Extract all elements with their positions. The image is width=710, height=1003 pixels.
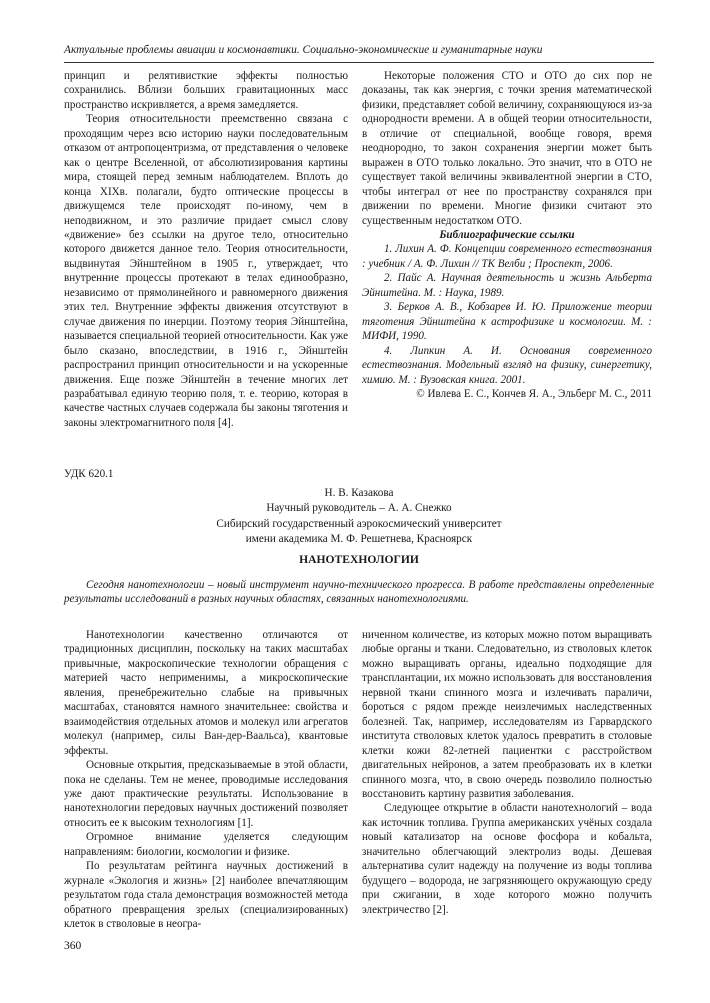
paragraph: Теория относительности преемственно связана с проходящим через всю историю науки последовательным отказом от антропоцентризма, от представления о человеке как о центре Вселенной, от абсолютизирования картины мира, стоящей перед земным наблюдателем. Вплоть до конца XIXв. полагали, будто оптические процессы в движущемся теле происходят по-иному, чем в неподвижном, и это различие придает смысл слову «движение» без ссылки на другое тело, относительно которого движется данное тело. Теория относительности, выдвинутая Эйнштейном в 1905 г., утверждает, что внутренние процессы протекают в телах единообразно, независимо от прямолинейного и равномерного движения этих тел. Внутренние эффекты движения отсутствуют в случае движения по инерции. Поэтому теория Эйнштейна, называется специальной теорией относительности. Как уже было сказано, впоследствии, в 1916 г., Эйнштейн распространил принцип относительности и на ускоренные движения. Еще позже Эйнштейн в течение многих лет разрабатывал единую теорию поля, т. е. теорию, которая в качестве частных случаев содержала бы законы тяготения и законы электромагнитного поля [4]. xyxy=(64,113,348,429)
abstract: Сегодня нанотехнологии – новый инструмент научно-технического прогресса. В работе представлены определенные результаты исследований в разных научных областях, связанных нанотехнологиями. xyxy=(64,579,654,606)
prev-article-left-column xyxy=(64,69,348,430)
paragraph: Некоторые положения СТО и ОТО до сих пор не доказаны, так как энергия, с точки зрения математической физики, представляет собой величину, сохраняющуюся из-за однородности времени. А в общей теории относительности, в отличие от специальной, вообще говоря, время неоднородно, то закон сохранения энергии может быть выражен в ОТО только локально. Это значит, что в ОТО не существует такой величины эквивалентной энергии в СТО, чтобы интеграл от нее по пространству сохранялся при движении по времени. Многие физики считают это существенным недостатком ОТО. xyxy=(362,70,652,227)
page-number: 360 xyxy=(64,940,82,952)
author-name: Н. В. Казакова xyxy=(324,487,394,499)
copyright-line: © Ивлева Е. С., Кончев Я. А., Эльберг М. С., 2011 xyxy=(416,387,652,400)
running-header: Актуальные проблемы авиации и космонавтики. Социально-экономические и гуманитарные науки xyxy=(64,44,543,56)
article-left-column xyxy=(64,628,348,932)
paragraph: принцип и релятивисткие эффекты полностью сохранились. Вблизи больших гравитационных масс пространство искривляется, а время замедляется. xyxy=(64,70,348,111)
author-block xyxy=(64,486,654,547)
references-title: Библиографические ссылки xyxy=(439,228,575,241)
reference-item: 4. Липкин А. И. Основания современного естествознания. Модельный взгляд на физику, синергетику, химию. М. : Вузовская книга. 2001. xyxy=(362,344,652,386)
reference-item: 1. Лихин А. Ф. Концепции современного естествознания : учебник / А. Ф. Лихин // ТК Велби ; Проспект, 2006. xyxy=(362,243,652,270)
supervisor: Научный руководитель – А. А. Снежко xyxy=(266,502,452,515)
university-name: Сибирский государственный аэрокосмический университет xyxy=(216,517,502,530)
header-rule xyxy=(64,62,654,63)
paragraph: Следующее открытие в области нанотехнологий – вода как источник топлива. Группа американских учёных создала новый катализатор на основе фосфора и кобальта, значительно облегчающий электролиз воды. Дешевая альтернатива сулит надежду на получение из воды топлива будущего – водорода, не загрязняющего окружающую среду при сжигании, в ходе которого можно получить электричество [2]. xyxy=(362,802,652,916)
prev-article-right-column xyxy=(362,69,652,401)
article-title: НАНОТЕХНОЛОГИИ xyxy=(299,553,419,566)
reference-item: 2. Пайс А. Научная деятельность и жизнь Альберта Эйнштейна. М. : Наука, 1989. xyxy=(362,272,652,299)
paragraph: ниченном количестве, из которых можно потом выращивать любые органы и ткани. Следовательно, из стволовых клеток можно выращивать органы, идеально подходящие для трансплантации, их можно использовать для восстановления нервной ткани спинного мозга и излечивать параличи, бороться с рядом прежде неизлечимых наследственных болезней. Так, например, исследователям из Гарвардского института стволовых клеток удалось превратить в столовые клетки кожи 82-летней пациентки с расстройством двигательных нейронов, а затем преобразовать их в клетки спинного мозга, что, в свою очередь позволило полностью восстановить картину развития заболевания. xyxy=(362,629,652,800)
paragraph: Основные открытия, предсказываемые в этой области, пока не сделаны. Тем не менее, проводимые исследования уже дают практические результаты. Использование в нанотехнологии передовых научных достижений позволяет относить ее к высоким технологиям [1]. xyxy=(64,759,348,829)
paragraph: Нанотехнологии качественно отличаются от традиционных дисциплин, поскольку на таких масштабах привычные, макроскопические технологии обращения с материей часто неприменимы, а микроскопические явления, пренебрежительно слабые на привычных масштабах, становятся намного значительнее: свойства и взаимодействия отдельных атомов и молекул или агрегатов молекул (например, силы Ван-дер-Ваальса), квантовые эффекты. xyxy=(64,629,348,757)
udk-code: УДК 620.1 xyxy=(64,468,114,480)
university-name-line2: имени академика М. Ф. Решетнева, Красноярск xyxy=(245,532,473,545)
paragraph: По результатам рейтинга научных достижений в журнале «Экология и жизнь» [2] наиболее впечатляющим результатом года стала демонстрация возможностей метода обратного превращения зрелых (специализированных) клеток в стволовые в неогра- xyxy=(64,860,348,931)
reference-item: 3. Берков А. В., Кобзарев И. Ю. Приложение теории тяготения Эйнштейна к астрофизике и космологии. М. : МИФИ, 1990. xyxy=(362,301,652,343)
paragraph: Огромное внимание уделяется следующим направлениям: биологии, космологии и физике. xyxy=(64,831,348,858)
article-right-column xyxy=(362,628,652,917)
